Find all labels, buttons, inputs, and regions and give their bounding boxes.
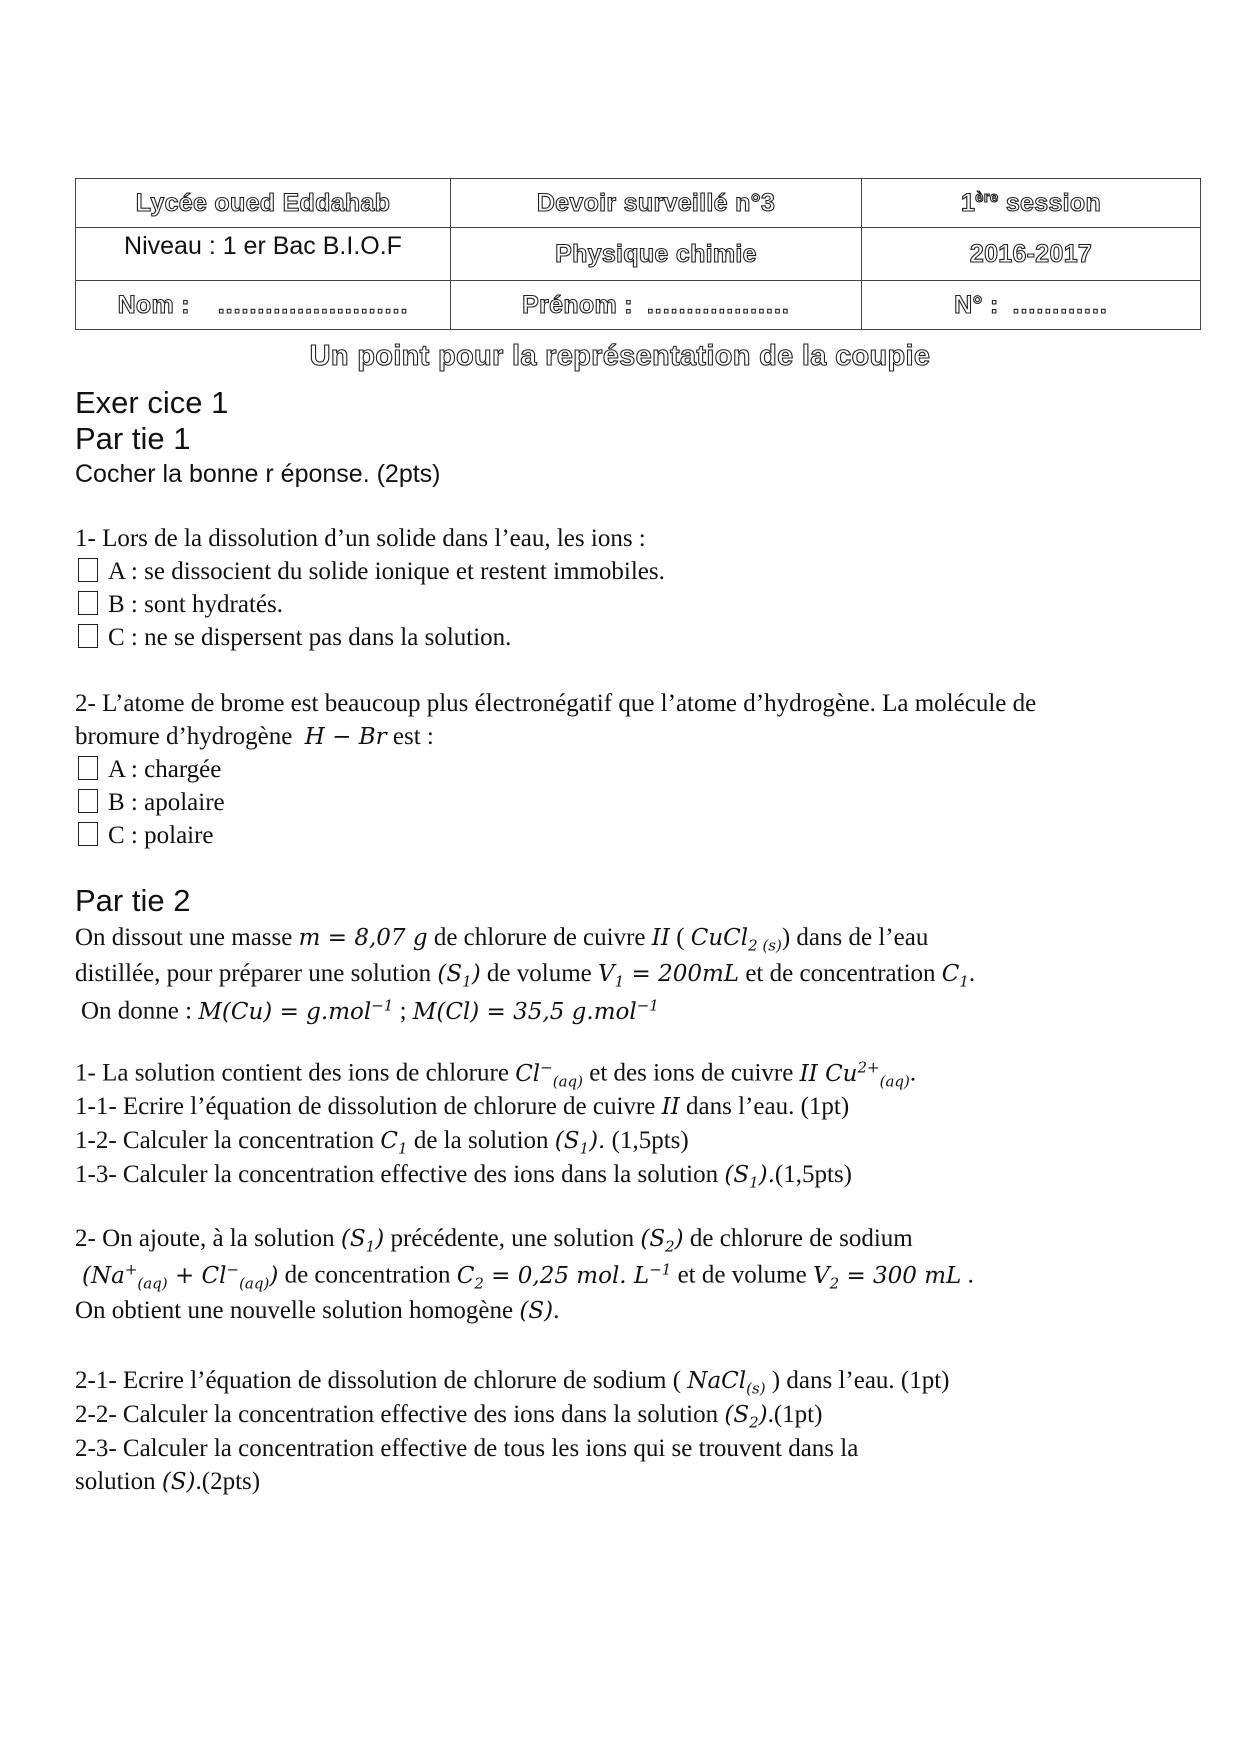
prenom-label: Prénom :: [522, 290, 633, 319]
checkbox[interactable]: [78, 822, 98, 846]
subject-cell: [451, 228, 862, 281]
nom-field[interactable]: ........................: [217, 290, 409, 319]
prenom-cell[interactable]: [451, 281, 862, 330]
exam-cell: [451, 179, 862, 228]
p2-q2-line1: 2- On ajoute, à la solution $(S_1)$ précédente, une solution $(S_2)$ de chlorure de sodium: [75, 1225, 913, 1256]
school-cell: [76, 179, 451, 228]
q2-line1: 2- L’atome de brome est beaucoup plus électronégatif que l’atome d’hydrogène. La molécule de: [75, 690, 1037, 717]
p2-intro-line3: On donne : M(Cu) = g.mol$^{-1}$ ; M(Cl) = 35,5 g.mol$^{-1}$: [81, 996, 659, 1025]
numero-label: N° :: [954, 290, 999, 319]
q2-option-c[interactable]: C : polaire: [78, 822, 214, 850]
numero-cell[interactable]: [862, 281, 1201, 330]
q2-option-b[interactable]: B : apolaire: [78, 789, 225, 817]
exam-title: Devoir surveillé n°3: [536, 188, 776, 217]
p2-intro-line2: distillée, pour préparer une solution $(S_1)$ de volume $V_1 = 200mL$ et de concentration $C_1$.: [75, 960, 976, 991]
checkbox[interactable]: [78, 591, 98, 615]
q2-line2: bromure d’hydrogène H − Br est :: [75, 723, 434, 750]
p2-q1-text: 1- La solution contient des ions de chlorure $Cl^-_{(aq)}$ et des ions de cuivre II $Cu^{2+}_{(aq)}$.: [75, 1058, 917, 1091]
nom-label: Nom :: [117, 290, 190, 319]
p2-intro-line1: On dissout une masse m = 8,07 g de chlorure de cuivre II ( CuCl$_{2 (s)}$) dans de l’eau: [75, 924, 929, 955]
school-year: 2016-2017: [969, 239, 1093, 268]
part1-instruction: Cocher la bonne r éponse. (2pts): [75, 460, 441, 488]
p2-q2-3-line1: 2-3- Calculer la concentration effective de tous les ions qui se trouvent dans la: [75, 1435, 859, 1462]
session-label: 1ère session: [960, 188, 1102, 217]
subject-label: Physique chimie: [555, 239, 757, 268]
q1-option-c[interactable]: C : ne se dispersent pas dans la solution.: [78, 624, 511, 652]
checkbox[interactable]: [78, 789, 98, 813]
part2-title: Par tie 2: [75, 883, 191, 918]
part1-title: Par tie 1: [75, 421, 191, 456]
p2-q2-line3: On obtient une nouvelle solution homogène (S).: [75, 1297, 560, 1324]
q1-text: 1- Lors de la dissolution d’un solide dans l’eau, les ions :: [75, 525, 646, 552]
nom-cell[interactable]: [76, 281, 451, 330]
p2-q1-2: 1-2- Calculer la concentration $C_1$ de la solution $(S_1)$. (1,5pts): [75, 1127, 689, 1158]
p2-q2-1: 2-1- Ecrire l’équation de dissolution de chlorure de sodium ( NaCl$_{(s)}$ ) dans l’eau. (1pt): [75, 1367, 950, 1398]
year-cell: [862, 228, 1201, 281]
checkbox[interactable]: [78, 624, 98, 648]
p2-q1-1: 1-1- Ecrire l’équation de dissolution de chlorure de cuivre II dans l’eau. (1pt): [75, 1093, 850, 1120]
prenom-field[interactable]: ..................: [646, 290, 790, 319]
p2-q2-3-line2: solution (S).(2pts): [75, 1468, 261, 1495]
hbr-formula: H − Br: [304, 724, 387, 750]
p2-q2-line2: $(Na^+_{(aq)} + Cl^-_{(aq)})$ de concentration $C_2 = 0,25$ mol. $L^{-1}$ et de volume $V_2 = 300$ mL .: [82, 1260, 974, 1293]
level-cell: [76, 228, 451, 281]
level-label: Niveau : 1 er Bac B.I.O.F: [124, 232, 402, 260]
q1-option-a[interactable]: A : se dissocient du solide ionique et restent immobiles.: [78, 558, 665, 586]
header-table: [75, 178, 1201, 330]
q1-option-b[interactable]: B : sont hydratés.: [78, 591, 283, 619]
checkbox[interactable]: [78, 558, 98, 582]
checkbox[interactable]: [78, 756, 98, 780]
session-cell: [862, 179, 1201, 228]
exercise-title: Exer cice 1: [75, 385, 229, 420]
numero-field[interactable]: ............: [1012, 290, 1108, 319]
p2-q2-2: 2-2- Calculer la concentration effective des ions dans la solution $(S_2).(1pt)$: [75, 1401, 823, 1432]
school-name: Lycée oued Eddahab: [135, 188, 391, 217]
p2-q1-3: 1-3- Calculer la concentration effective des ions dans la solution $(S_1).(1,5pts)$: [75, 1161, 852, 1192]
presentation-banner: Un point pour la représentation de la coupie: [309, 340, 931, 372]
q2-option-a[interactable]: A : chargée: [78, 756, 221, 784]
